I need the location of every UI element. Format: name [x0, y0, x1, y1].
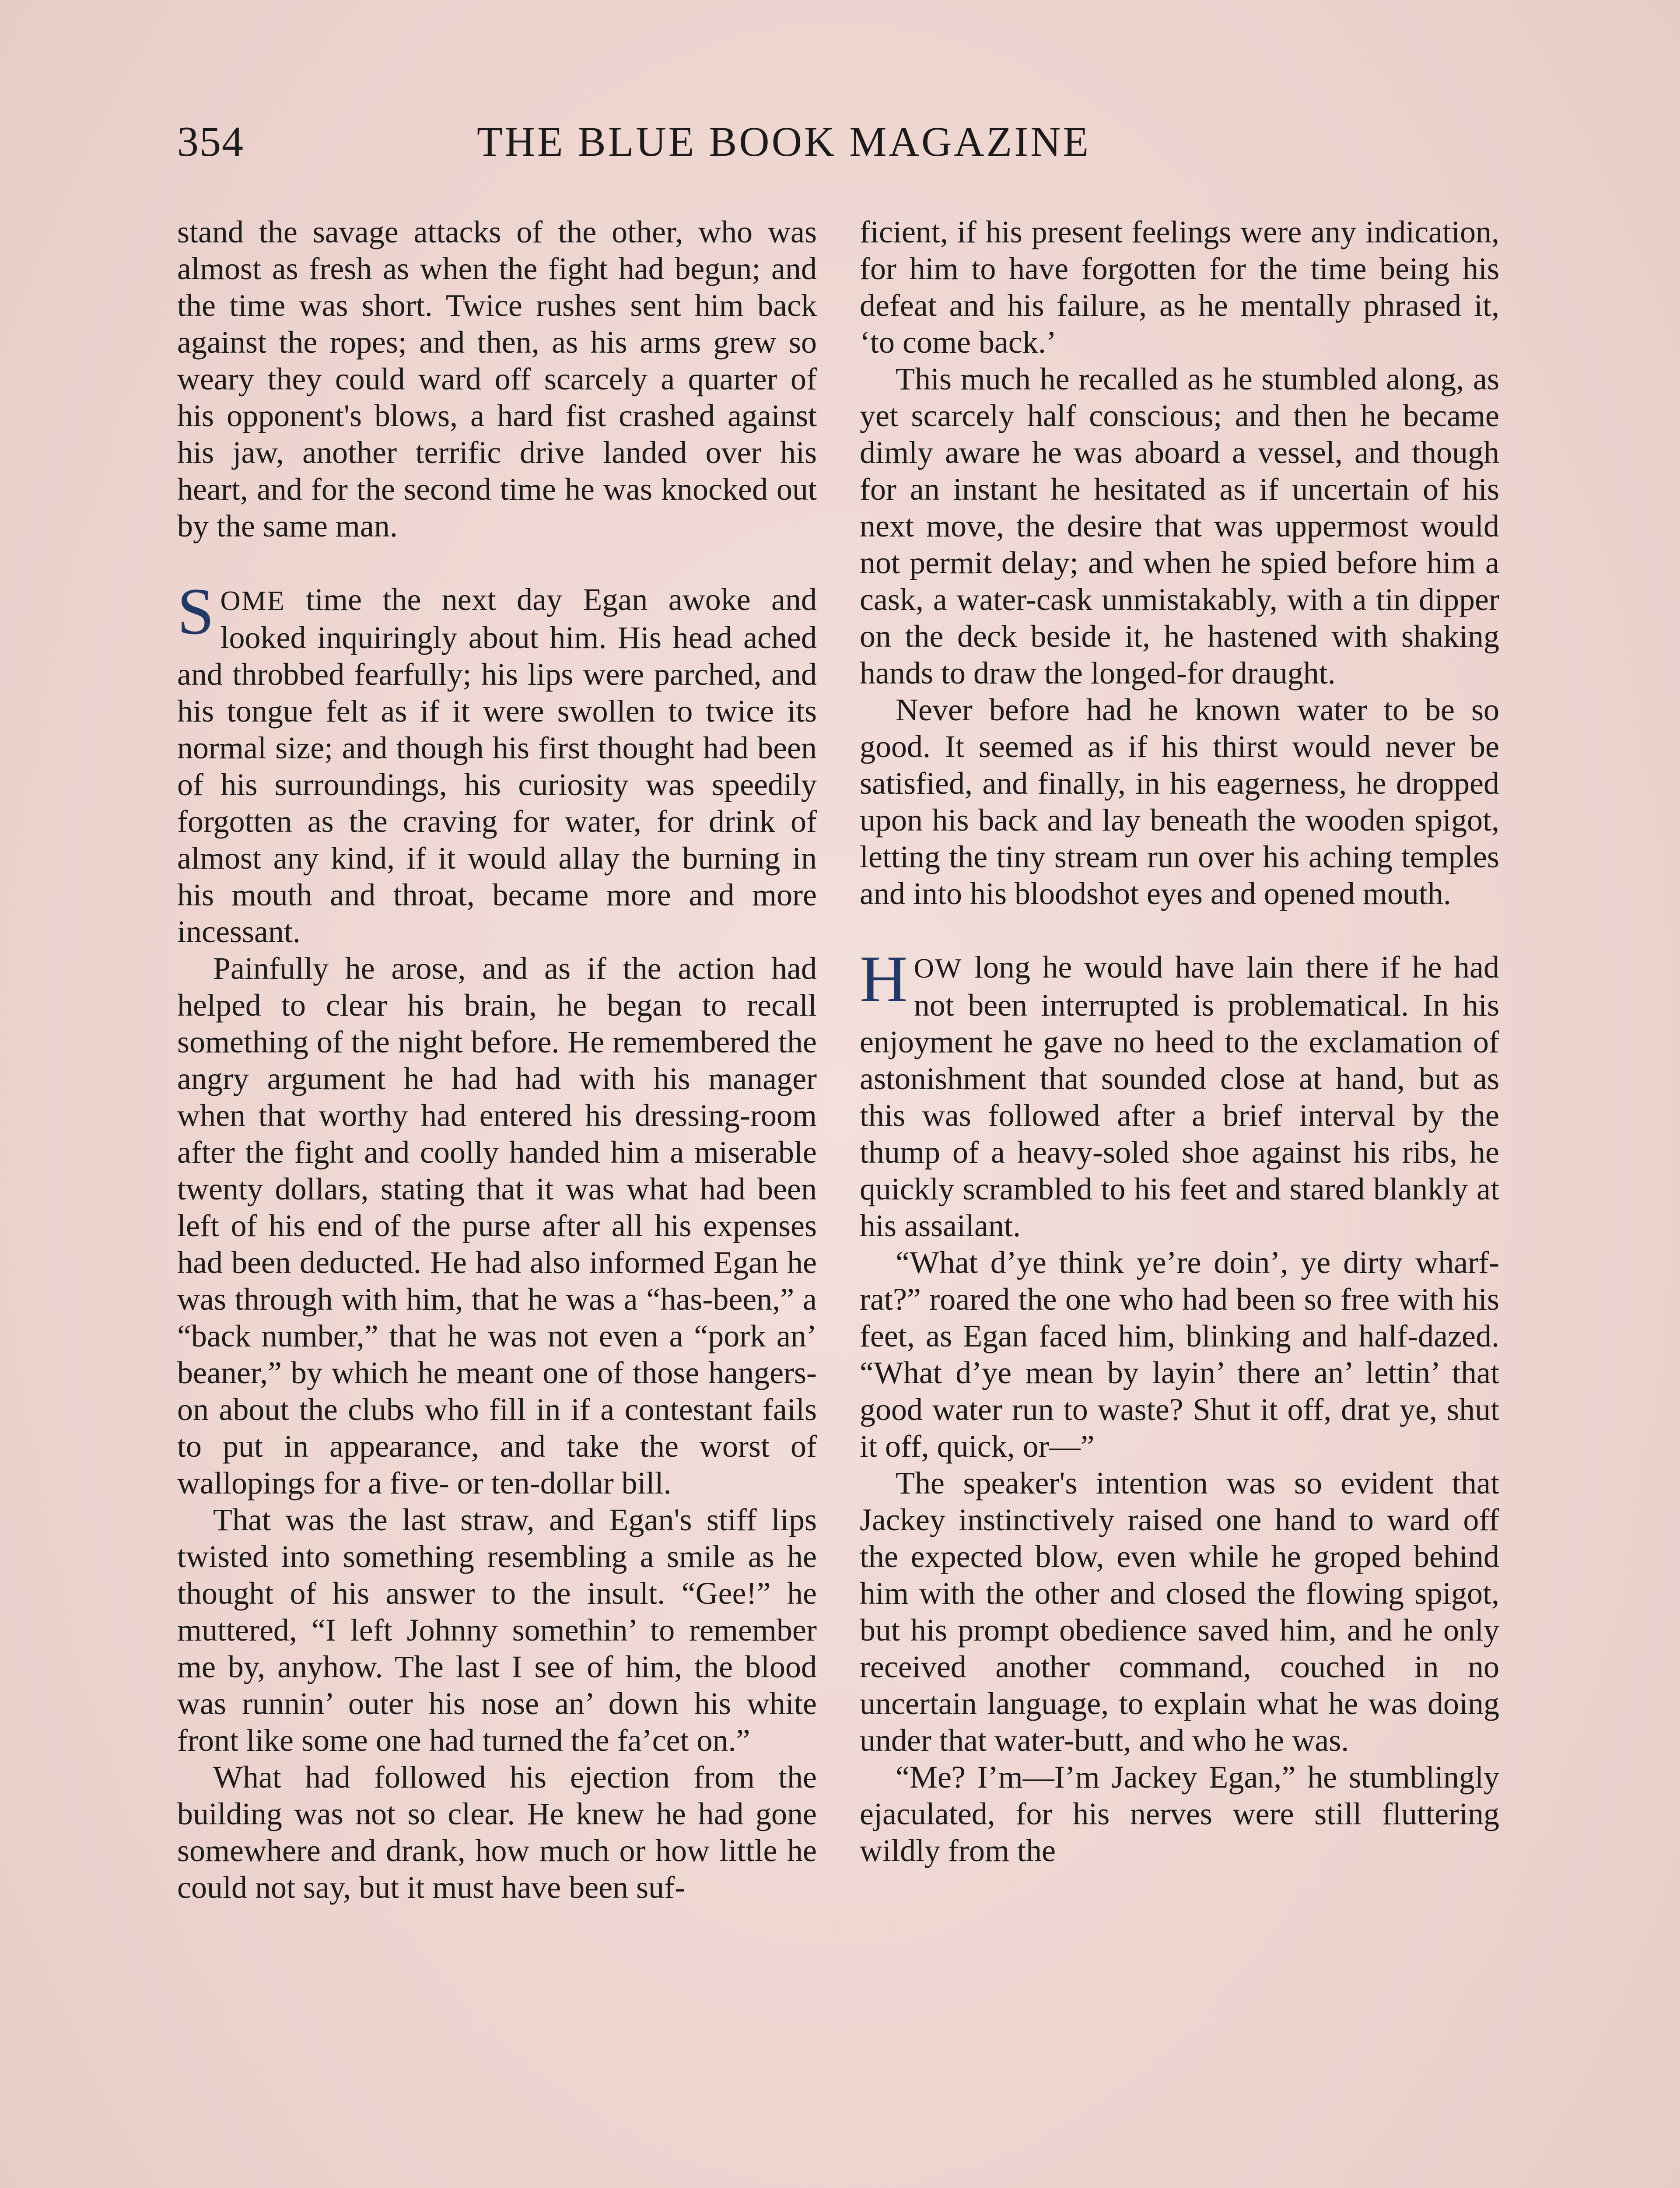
drop-cap: H [860, 942, 908, 1016]
paragraph: “What d’ye think ye’re doin’, ye dirty wharf-rat?” roared the one who had been so free with his feet, as Egan faced him, blinking and half-dazed. “What d’ye mean by layin’ there an’ lettin’ that good water run to waste? Shut it off, drat ye, shut it off, quick, or—” [860, 1245, 1499, 1464]
paragraph: “Me? I’m—I’m Jackey Egan,” he stumblingly ejaculated, for his nerves were still fluttering wildly from the [860, 1760, 1499, 1868]
paragraph: The speaker's intention was so evident that Jackey instinctively raised one hand to ward off the expected blow, even while he groped behind him with the other and closed the flowing spigot, but his prompt obedience saved him, and he only received another command, couched in no uncertain language, to explain what he was doing under that water-butt, and who he was. [860, 1466, 1499, 1758]
paragraph: This much he recalled as he stumbled along, as yet scarcely half conscious; and then he became dimly aware he was aboard a vessel, and though for an instant he hesitated as if uncertain of his next move, the desire that was uppermost would not permit delay; and when he spied before him a cask, a water-cask unmistakably, with a tin dipper on the deck beside it, he hastened with shaking hands to draw the longed-for draught. [860, 361, 1499, 691]
paragraph: stand the savage attacks of the other, who was almost as fresh as when the fight had begun; and the time was short. Twice rushes sent him back against the ropes; and then, as his arms grew so weary they could ward off scarcely a quarter of his opponent's blows, a hard fist crashed against his jaw, another terrific drive landed over his heart, and for the second time he was knocked out by the same man. [177, 214, 817, 543]
page-number: 354 [177, 118, 244, 165]
paragraph: Painfully he arose, and as if the action had helped to clear his brain, he began to recall something of the night before. He remembered the angry argument he had had with his manager when that worthy had entered his dressing-room after the fight and coolly handed him a miserable twenty dollars, stating that it was what had been left of his end of the purse after all his expenses had been deducted. He had also informed Egan he was through with him, that he was a “has-been,” a “back number,” that he was not even a “pork an’ beaner,” by which he meant one of those hangers-on about the clubs who fill in if a contestant fails to put in appearance, and take the worst of wallopings for a five- or ten-dollar bill. [177, 951, 817, 1501]
small-caps-lead: OW [914, 953, 962, 984]
paragraph: That was the last straw, and Egan's stiff lips twisted into something resembling a smile as he thought of his answer to the insult. “Gee!” he muttered, “I left Johnny somethin’ to remember me by, anyhow. The last I see of him, the blood was runnin’ outer his nose an’ down his white front like some one had turned the fa’cet on.” [177, 1502, 817, 1758]
left-column [177, 214, 817, 1906]
paragraph-text: time the next day Egan awoke and looked inquiringly about him. His head ached and throbbed fearfully; his lips were parched, and his tongue felt as if it were swollen to twice its normal size; and though his first thought had been of his surroundings, his curiosity was speedily forgotten as the craving for water, for drink of almost any kind, if it would allay the burning in his mouth and throat, became more and more incessant. [177, 582, 817, 949]
paragraph-text: long he would have lain there if he had not been interrupted is problematical. In his enjoyment he gave no heed to the exclamation of astonishment that sounded close at hand, but as this was followed after a brief interval by the thump of a heavy-soled shoe against his ribs, he quickly scrambled to his feet and stared blankly at his assailant. [860, 950, 1499, 1243]
paragraph: Never before had he known water to be so good. It seemed as if his thirst would never be satisfied, and finally, in his eagerness, he dropped upon his back and lay beneath the wooden spigot, letting the tiny stream run over his aching temples and into his bloodshot eyes and opened mouth. [860, 692, 1499, 911]
section-opener-paragraph [860, 942, 1499, 1244]
page-header [177, 117, 1210, 179]
paragraph: ficient, if his present feelings were any indication, for him to have forgotten for the time being his defeat and his failure, as he mentally phrased it, ‘to come back.’ [860, 214, 1499, 360]
paragraph: What had followed his ejection from the building was not so clear. He knew he had gone somewhere and drank, how much or how little he could not say, but it must have been suf- [177, 1760, 817, 1905]
section-opener-paragraph [177, 575, 817, 950]
small-caps-lead: OME [220, 585, 285, 616]
drop-cap: S [177, 575, 214, 648]
running-title: THE BLUE BOOK MAGAZINE [477, 118, 1091, 165]
right-column [860, 214, 1499, 1869]
